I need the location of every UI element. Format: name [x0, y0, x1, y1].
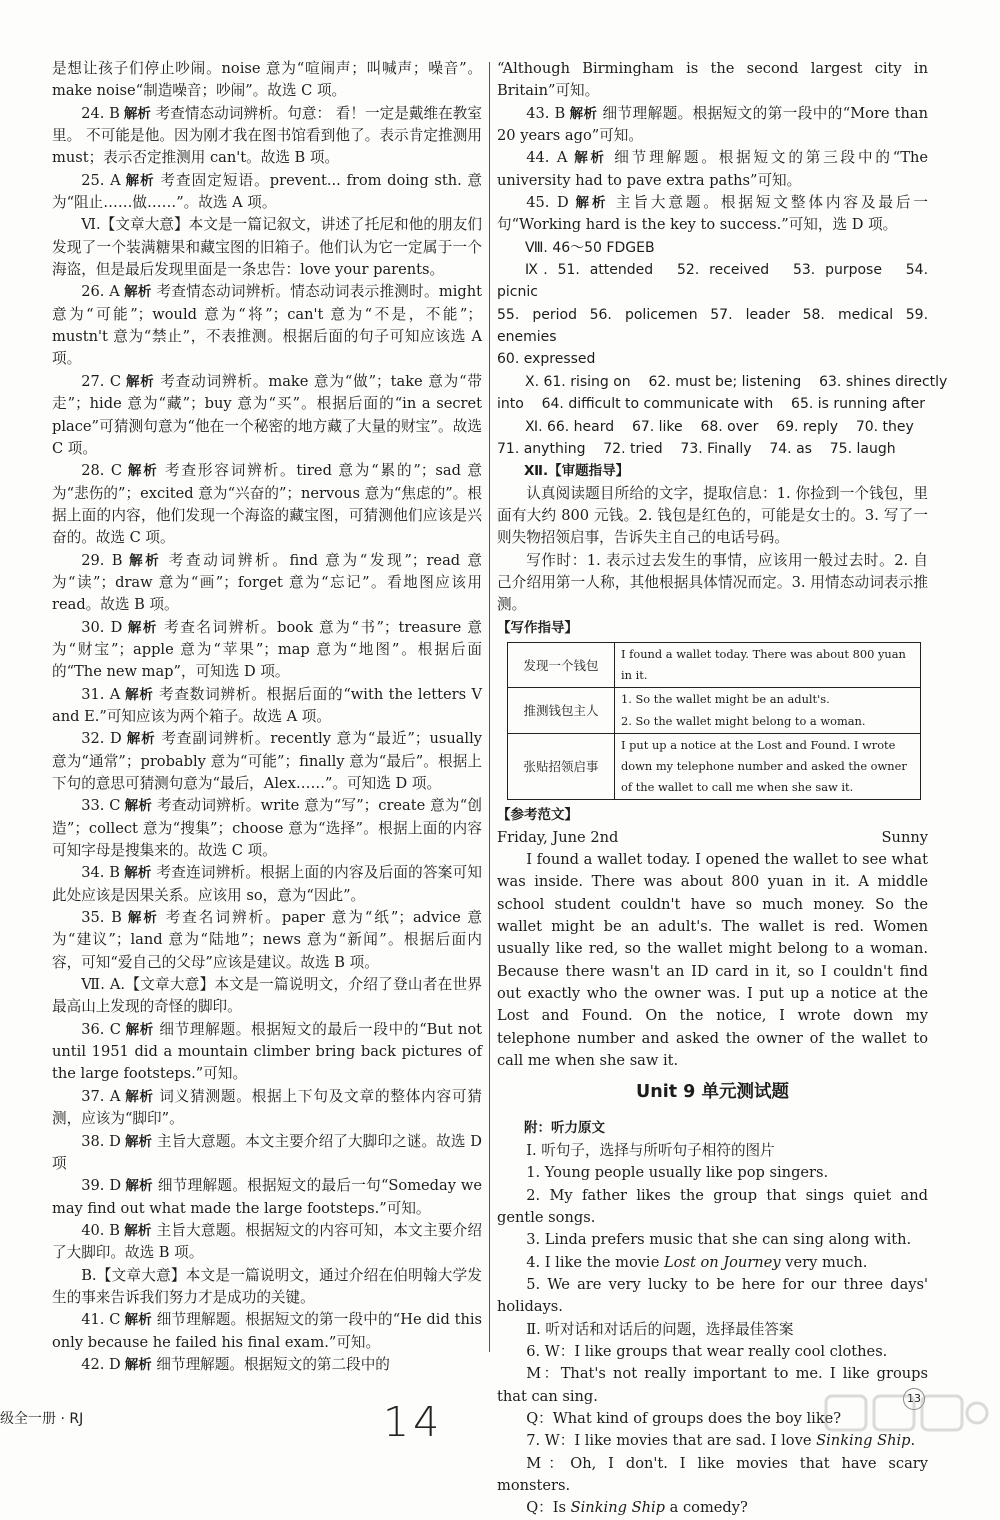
item-number: 44. A — [526, 149, 568, 167]
right_top-item — [497, 103, 928, 148]
item-number: 38. D — [81, 1132, 121, 1150]
guide-line: down my telephone number and asked the owner — [621, 758, 907, 773]
item-explanation: 细节理解题。根据短文的第二段中的 — [156, 1355, 390, 1373]
left-item — [52, 1131, 482, 1176]
dialog-line — [497, 1453, 928, 1498]
sentence-text-end: very much. — [780, 1253, 868, 1271]
answer-pair — [497, 307, 577, 323]
item-number: 24. B — [81, 104, 120, 122]
analysis-keyword: 解析 — [123, 105, 151, 122]
guide-heading: Ⅻ.【审题指导】 — [524, 463, 630, 480]
item-explanation: 细节理解题。根据短文的第三段中的“The university had to pave extra paths”可知。 — [497, 149, 929, 189]
right_top-item — [497, 192, 928, 237]
item-number: 45. D — [526, 194, 569, 212]
dialog-text: Q：What kind of groups does the boy like? — [526, 1409, 842, 1427]
appendix-heading: 附：听力原文 — [524, 1120, 605, 1137]
right_top-paragraph: “Although Birmingham is the second largest city in Britain”可知。 — [497, 60, 928, 100]
listening-sentence — [497, 1274, 928, 1319]
left-item — [52, 617, 482, 684]
section-9-answers-b — [497, 304, 928, 349]
section-1-items — [497, 1162, 928, 1318]
watermark-logo — [822, 1390, 992, 1438]
answer-word: period — [532, 306, 577, 323]
sample-weather: Sunny — [881, 828, 928, 846]
left-item — [52, 684, 482, 729]
answer-number: 58. — [802, 306, 825, 323]
left-item — [52, 862, 482, 907]
item-number: 39. D — [81, 1177, 122, 1195]
analysis-keyword: 解析 — [124, 1133, 153, 1150]
item-explanation: 细节理解题。根据短文的最后一句“Someday we may find out what made the large footsteps.”可知。 — [52, 1177, 483, 1217]
section-9-answers-a: Ⅸ. 51. attended 52. received 53. purpose 54. picnic — [497, 262, 929, 301]
guide-row — [508, 688, 921, 733]
analysis-keyword: 解析 — [125, 373, 155, 390]
sample-date: Friday, June 2nd — [497, 828, 619, 846]
sentence-number: 3. — [526, 1231, 541, 1249]
answer-word: attended — [589, 262, 654, 279]
left-item — [52, 1354, 482, 1376]
guide-row-label: 推测钱包主人 — [508, 688, 615, 733]
analysis-keyword: 解析 — [125, 731, 156, 748]
item-explanation: 考查固定短语。prevent... from doing sth. 意为“阻止……做……”。故选 A 项。 — [52, 171, 482, 212]
left-item — [52, 1220, 482, 1265]
item-explanation: 考查连词辨析。根据上面的内容及后面的答案可知此处应该是因果关系。应该用 so，意为“因此”。 — [52, 864, 483, 904]
listening-sentence — [497, 1229, 928, 1251]
guide-row-content — [615, 642, 921, 687]
item-number: 29. B — [81, 551, 123, 569]
left-item — [52, 795, 482, 862]
answer-number: 52. — [676, 262, 700, 279]
sample-essay: I found a wallet today. I opened the wallet to see what was inside. There was about 800 yuan in it. A middle school student couldn't have so much money. So the wallet might be an adult's. The wallet is red. Women usually like red, so the wallet might belong to a woman. Because there wasn't an ID card in it, so I couldn't find out exactly who the owner was. I put up a notice at the Lost and Found. On the notice, I wrote down my telephone number and asked the owner of the wallet to call me when she saw it. — [497, 851, 928, 1070]
sentence-text: Young people usually like pop singers. — [544, 1164, 829, 1182]
item-number: 28. C — [81, 462, 123, 480]
answer-number: 59. — [905, 306, 929, 323]
analysis-keyword: 解析 — [124, 172, 155, 189]
sample-heading: 【参考范文】 — [497, 807, 578, 824]
sentence-text: My father likes the group that sings quiet and gentle songs. — [497, 1186, 928, 1226]
unit-title: Unit 9 单元测试题 — [636, 1082, 789, 1103]
section-9-items — [497, 262, 928, 300]
listening-sentence — [497, 1162, 928, 1184]
guide-row-content — [615, 733, 921, 800]
answer-number: 54. — [905, 262, 929, 279]
answer-number: 56. — [589, 306, 612, 323]
dialog-line — [497, 1341, 928, 1363]
table-heading: 【写作指导】 — [497, 619, 578, 636]
sentence-text: Linda prefers music that she can sing along with. — [544, 1231, 912, 1249]
guide-row — [508, 642, 921, 687]
left-paragraph: Ⅶ. A.【文章大意】本文是一篇说明文，介绍了登山者在世界最高山上发现的奇怪的脚印。 — [52, 976, 482, 1016]
answer-word: enemies — [497, 329, 557, 346]
item-explanation: 考查名词辨析。paper 意为“纸”；advice 意为“建议”；land 意为“陆地”；news 意为“新闻”。根据后面内容，可知“爱自己的父母”应该是建议。故选 B 项。 — [52, 909, 483, 971]
dialog-text: M：That's not really important to me. I like groups that can sing. — [497, 1365, 928, 1405]
section-1-heading: Ⅰ. 听句子，选择与所听句子相符的图片 — [526, 1141, 775, 1159]
answer-number: 51. — [557, 262, 580, 279]
item-explanation: 主旨大意题。根据短文整体内容及最后一句“Working hard is the key to success.”可知，选 D 项。 — [497, 194, 928, 234]
item-explanation: 主旨大意题。本文主要介绍了大脚印之谜。故选 D 项 — [52, 1132, 482, 1172]
analysis-keyword: 解析 — [124, 1312, 152, 1329]
left-item — [52, 170, 482, 215]
analysis-keyword: 解析 — [126, 619, 158, 636]
left-item — [52, 550, 482, 617]
sample-date-line — [497, 827, 928, 849]
left-paragraph: B.【文章大意】本文是一篇说明文，通过介绍在伯明翰大学发生的事来告诉我们努力才是成功的关键。 — [52, 1266, 482, 1306]
guide-paragraph-2: 写作时：1. 表示过去发生的事情，应该用一般过去时。2. 自己介绍用第一人称，其他根据具体情况而定。3. 用情态动词表示推测。 — [497, 551, 928, 614]
dialog-text: 7. W：I like movies that are sad. I love — [526, 1432, 817, 1450]
analysis-keyword: 解析 — [124, 686, 154, 703]
analysis-keyword: 解析 — [125, 1178, 153, 1195]
left-paragraph: 是想让孩子们停止吵闹。noise 意为“喧闹声；叫喊声；噪音”。make noise“制造噪音；吵闹”。故选 C 项。 — [52, 60, 482, 100]
analysis-keyword: 解析 — [123, 1222, 152, 1239]
item-number: 26. A — [81, 283, 120, 301]
section-11-answers-b: 71. anything 72. tried 73. Finally 74. as 75. laugh — [497, 440, 896, 457]
page-number: 13 — [903, 1388, 925, 1410]
dialog-text: M：Oh, I don't. I like movies that have scary monsters. — [497, 1454, 928, 1494]
item-number: 33. C — [81, 797, 121, 815]
item-number: 30. D — [81, 618, 123, 636]
item-explanation: 考查动词辨析。find 意为“发现”；read 意为“读”；draw 意为“画”；forget 意为“忘记”。看地图应该用 read。故选 B 项。 — [52, 551, 483, 614]
item-number: 37. A — [81, 1087, 121, 1105]
listening-sentence — [497, 1252, 928, 1274]
analysis-keyword: 解析 — [124, 1356, 152, 1373]
answer-word: picnic — [497, 284, 538, 301]
item-explanation: 细节理解题。根据短文的第一段中的“More than 20 years ago”可知。 — [497, 104, 928, 145]
right-column — [497, 58, 948, 1520]
left-item — [52, 1175, 482, 1220]
sentence-title: Lost on Journey — [663, 1253, 781, 1271]
item-number: 40. B — [81, 1221, 120, 1239]
guide-line: in it. — [621, 668, 648, 683]
right_top-item — [497, 147, 928, 192]
guide-paragraph-1: 认真阅读题目所给的文字，提取信息：1. 你捡到一个钱包，里面有大约 800 元钱。2. 钱包是红色的，可能是女士的。3. 写了一则失物招领启事，告诉失主自己的电话号码。 — [497, 484, 928, 547]
answer-pair — [803, 307, 894, 323]
left-item — [52, 907, 482, 974]
analysis-keyword: 解析 — [124, 798, 153, 815]
item-explanation: 细节理解题。根据短文的第一段中的“He did this only because he failed his final exam.”可知。 — [52, 1311, 483, 1351]
left-item — [52, 460, 482, 549]
answer-pair — [558, 262, 654, 278]
guide-line: of the wallet to call me when she saw it. — [621, 780, 854, 795]
guide-line: I put up a notice at the Lost and Found. I wrote — [621, 737, 896, 752]
answer-number: 53. — [792, 262, 816, 279]
sentence-text: We are very lucky to be here for our three days' holidays. — [497, 1275, 929, 1316]
section-9-answers-c: 60. expressed — [497, 351, 596, 368]
left-column — [52, 58, 482, 1376]
answer-number: 55. — [497, 306, 520, 323]
left-item — [52, 728, 482, 795]
guide-row — [508, 733, 921, 800]
analysis-keyword: 解析 — [572, 195, 609, 212]
item-explanation: 考查形容词辨析。tired 意为“累的”；sad 意为“悲伤的”；excited 意为“兴奋的”；nervous 意为“焦虑的”。根据上面的内容，他们发现一个海盗的藏宝图，可猜测他们应该是兴奋的。故选 C 项。 — [52, 462, 483, 547]
item-explanation: 考查动词辨析。make 意为“做”；take 意为“带走”；hide 意为“藏”；buy 意为“买”。根据后面的“in a secret place”可猜测句意为“他在一个秘密的地方藏了大量的财宝”。故选 C 项。 — [52, 372, 483, 457]
analysis-keyword: 解析 — [123, 284, 152, 301]
sentence-number: 1. — [526, 1164, 541, 1182]
left-paragraph: Ⅵ.【文章大意】本文是一篇记叙文，讲述了托尼和他的朋友们发现了一个装满糖果和藏宝图的旧箱子。他们认为它一定属于一个海盗，但是最后发现里面是一条忠告：love your parents。 — [52, 216, 482, 279]
analysis-keyword: 解析 — [569, 105, 598, 122]
analysis-keyword: 解析 — [126, 463, 159, 480]
item-explanation: 考查情态动词辨析。情态动词表示推测时。might 意为“可能”；would 意为“将”；can't 意为“不是，不能”；mustn't 意为“禁止”，不表推测。根据后面的句子可知应该选 A 项。 — [52, 283, 482, 368]
item-explanation: 考查数词辨析。根据后面的“with the letters V and E.”可知应该为两个箱子。故选 A 项。 — [52, 685, 482, 725]
guide-row-content — [615, 688, 921, 733]
item-number: 34. B — [81, 864, 120, 882]
item-number: 32. D — [81, 730, 122, 748]
item-number: 31. A — [81, 685, 121, 703]
sentence-number: 5. — [526, 1275, 541, 1293]
item-number: 35. B — [81, 909, 122, 927]
dialog-title: Sinking Ship — [816, 1432, 911, 1450]
answer-pair — [793, 262, 882, 278]
guide-row-label: 张贴招领启事 — [508, 733, 615, 800]
item-number: 36. C — [81, 1020, 121, 1038]
item-number: 25. A — [81, 171, 121, 189]
guide-row-label: 发现一个钱包 — [508, 642, 615, 687]
item-number: 41. C — [81, 1311, 121, 1329]
left-item — [52, 1086, 482, 1131]
listening-transcript — [497, 1117, 928, 1519]
item-explanation: 主旨大意题。根据短文的内容可知，本文主要介绍了大脚印。故选 B 项。 — [52, 1221, 483, 1262]
item-explanation: 考查动词辨析。write 意为“写”；create 意为“创造”；collect 意为“搜集”；choose 意为“选择”。根据上面的内容可知字母是搜集来的。故选 C 项。 — [52, 797, 483, 860]
left-item — [52, 371, 482, 460]
sentence-text: I like the movie — [544, 1253, 664, 1271]
column-divider — [489, 62, 490, 1352]
listening-sentence — [497, 1185, 928, 1230]
analysis-keyword: 解析 — [123, 865, 152, 882]
answer-pair — [710, 307, 790, 323]
section-10-answers-a: Ⅹ. 61. rising on 62. must be; listening 63. shines directly — [525, 373, 948, 390]
analysis-keyword: 解析 — [125, 910, 159, 927]
sentence-number: 4. — [526, 1253, 541, 1271]
handwritten-page-number: 14 — [383, 1398, 444, 1446]
dialog-text-end: . — [910, 1432, 916, 1450]
writing-guide-table — [507, 642, 921, 800]
guide-line: 1. So the wallet might be an adult's. — [621, 692, 830, 707]
section-11-answers-a: Ⅺ. 66. heard 67. like 68. over 69. reply 70. they — [525, 418, 914, 435]
left-item — [52, 281, 482, 370]
analysis-keyword: 解析 — [124, 1088, 154, 1105]
section-8-answers: Ⅷ. 46～50 FDGEB — [525, 239, 655, 256]
guide-line: 2. So the wallet might belong to a woman. — [621, 713, 866, 728]
left-item — [52, 1019, 482, 1086]
dialog-text: Q：Is — [526, 1499, 571, 1517]
footer-label: 级全一册 · RJ — [0, 1411, 84, 1427]
left-item — [52, 1309, 482, 1354]
section-10-answers-b: into 64. difficult to communicate with 65. is running after — [497, 396, 925, 413]
answer-word: leader — [745, 306, 790, 323]
left-item — [52, 103, 482, 170]
writing-guide — [497, 460, 928, 1072]
answer-word: purpose — [825, 262, 882, 279]
item-explanation: 考查副词辨析。recently 意为“最近”；usually 意为“通常”；probably 意为“可能”；finally 意为“最后”。根据上下句的意思可猜测句意为“最后，Alex……”。可知选 D 项。 — [52, 730, 483, 792]
analysis-keyword: 解析 — [124, 1021, 154, 1038]
answer-key-block — [497, 237, 948, 460]
answer-word: received — [709, 262, 770, 279]
item-number: 42. D — [81, 1355, 121, 1373]
item-explanation: 考查情态动词辨析。句意： 看！一定是戴维在教室里。 不可能是他。因为刚才我在图书馆看到他了。表示肯定推测用 must；表示否定推测用 can't。故选 B 项。 — [52, 104, 482, 167]
section-2-heading: Ⅱ. 听对话和对话后的问题，选择最佳答案 — [526, 1320, 794, 1338]
answer-word: medical — [837, 306, 894, 323]
item-explanation: 词义猜测题。根据上下句及文章的整体内容可猜测，应该为“脚印”。 — [52, 1087, 482, 1128]
guide-line: I found a wallet today. There was about 800 yuan — [621, 646, 906, 661]
answer-pair — [677, 262, 769, 278]
answer-notes-continued — [497, 58, 928, 237]
sentence-number: 2. — [526, 1186, 541, 1204]
item-number: 43. B — [526, 104, 566, 122]
dialog-text: 6. W：I like groups that wear really cool clothes. — [526, 1342, 888, 1360]
analysis-keyword: 解析 — [571, 150, 607, 167]
dialog-line — [497, 1497, 928, 1519]
analysis-keyword: 解析 — [126, 552, 162, 569]
item-explanation: 考查名词辨析。book 意为“书”；treasure 意为“财宝”；apple 意为“苹果”；map 意为“地图”。根据后面的“The new map”，可知选 D 项。 — [52, 618, 482, 681]
item-number: 27. C — [81, 372, 122, 390]
dialog-title: Sinking Ship — [570, 1499, 666, 1517]
answer-word: policemen — [624, 306, 698, 323]
item-explanation: 细节理解题。根据短文的最后一段中的“But not until 1951 did a mountain climber bring back pictures of the large footsteps.”可知。 — [52, 1020, 483, 1083]
dialog-text-end: a comedy? — [665, 1499, 748, 1517]
answer-pair — [590, 307, 698, 323]
answer-number: 57. — [710, 306, 733, 323]
